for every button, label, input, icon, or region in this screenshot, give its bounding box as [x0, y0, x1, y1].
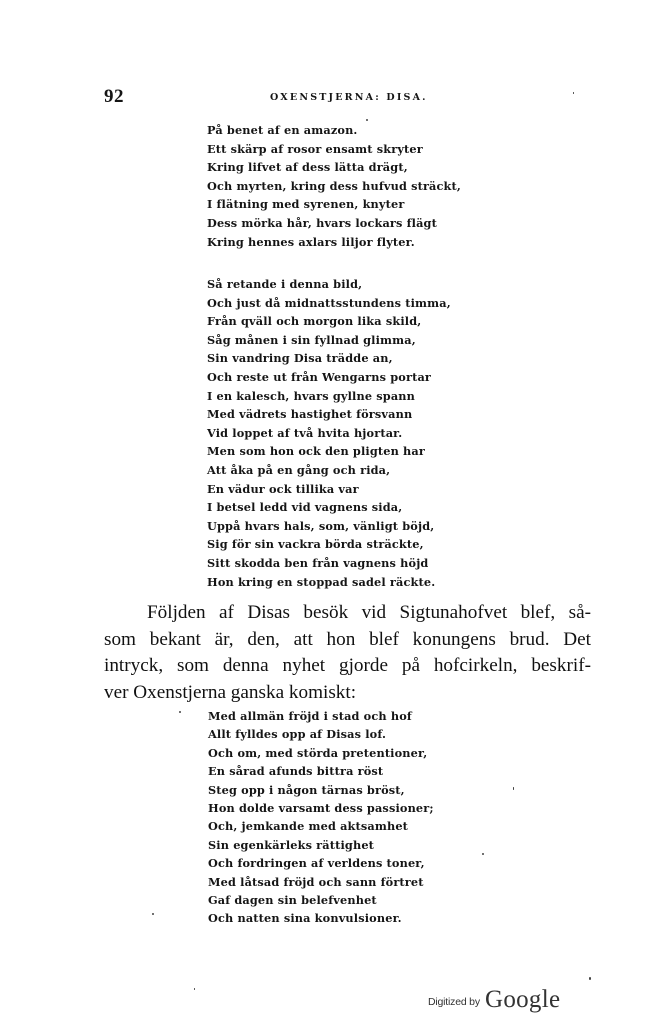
poem-line: Sitt skodda ben från vagnens höjd — [207, 555, 429, 570]
poem-line: Uppå hvars hals, som, vänligt böjd, — [207, 518, 435, 533]
poem-line: Att åka på en gång och rida, — [207, 462, 391, 477]
scan-speck — [573, 92, 574, 94]
poem-line: Och just då midnattsstundens timma, — [207, 295, 451, 310]
poem-stanza-1 — [207, 121, 461, 251]
poem-line: Med låtsad fröjd och sann förtret — [208, 874, 424, 889]
poem-line: Gaf dagen sin belefvenhet — [208, 893, 377, 908]
poem-line: Sin egenkärleks rättighet — [208, 837, 375, 852]
poem-line: Och fordringen af verldens toner, — [208, 856, 425, 871]
poem-line: Allt fylldes opp af Disas lof. — [208, 727, 387, 742]
poem-line: Men som hon ock den pligten har — [207, 444, 425, 459]
google-logo-text: Google — [484, 986, 561, 1013]
poem-line: Med vädrets hastighet försvann — [207, 407, 413, 422]
prose-paragraph — [104, 600, 591, 706]
poem-line: I en kalesch, hvars gyllne spann — [207, 388, 416, 403]
poem-line: Vid loppet af två hvita hjortar. — [207, 425, 403, 440]
poem-line: Ett skärp af rosor ensamt skryter — [207, 141, 423, 156]
scan-speck — [482, 853, 484, 855]
poem-line: Och reste ut från Wengarns portar — [207, 369, 432, 384]
poem-line: I flätning med syrenen, knyter — [207, 197, 405, 212]
poem-stanza-2 — [207, 275, 451, 591]
poem-line: Sin vandring Disa trädde an, — [207, 351, 393, 366]
scan-speck — [513, 787, 514, 790]
poem-line: Steg opp i någon tärnas bröst, — [208, 782, 405, 797]
poem-line: Och, jemkande med aktsamhet — [208, 819, 409, 834]
poem-stanza-3 — [208, 707, 434, 928]
prose-line: ver Oxenstjerna ganska komiskt: — [104, 681, 357, 703]
poem-line: Dess mörka hår, hvars lockars flägt — [207, 215, 437, 230]
prose-line: intryck, som denna nyhet gjorde på hofcirkeln, beskrif- — [104, 655, 591, 676]
poem-line: Och natten sina konvulsioner. — [208, 911, 402, 926]
prose-line: Följden af Disas besök vid Sigtunahofvet blef, så- — [147, 602, 591, 623]
scan-speck — [366, 119, 368, 121]
poem-line: I betsel ledd vid vagnens sida, — [207, 500, 403, 515]
poem-line: Kring hennes axlars liljor flyter. — [207, 234, 415, 249]
scan-speck — [179, 711, 181, 713]
digitized-by-google-watermark — [428, 986, 560, 1014]
poem-line: En vädur ock tillika var — [207, 481, 359, 496]
running-head: OXENSTJERNA: DISA. — [270, 92, 428, 103]
poem-line: Kring lifvet af dess lätta drägt, — [207, 160, 408, 175]
poem-line: Och om, med störda pretentioner, — [208, 745, 428, 760]
poem-line: En sårad afunds bittra röst — [208, 764, 384, 779]
poem-line: Sig för sin vackra börda sträckte, — [207, 537, 424, 552]
poem-line: Med allmän fröjd i stad och hof — [208, 709, 412, 723]
poem-line: Och myrten, kring dess hufvud sträckt, — [207, 178, 461, 193]
poem-line: Hon kring en stoppad sadel räckte. — [207, 574, 436, 589]
scan-speck — [152, 913, 154, 915]
digitized-label: Digitized by — [428, 996, 480, 1008]
poem-line: Hon dolde varsamt dess passioner; — [208, 801, 434, 816]
page-number: 92 — [104, 86, 124, 107]
poem-line: Från qväll och morgon lika skild, — [207, 314, 422, 329]
poem-line: På benet af en amazon. — [207, 123, 358, 137]
scan-speck — [589, 977, 591, 980]
poem-line: Så retande i denna bild, — [207, 277, 363, 291]
poem-line: Såg månen i sin fyllnad glimma, — [207, 332, 416, 347]
scan-speck — [194, 988, 195, 990]
prose-line: som bekant är, den, att hon blef konungens brud. Det — [104, 628, 591, 650]
